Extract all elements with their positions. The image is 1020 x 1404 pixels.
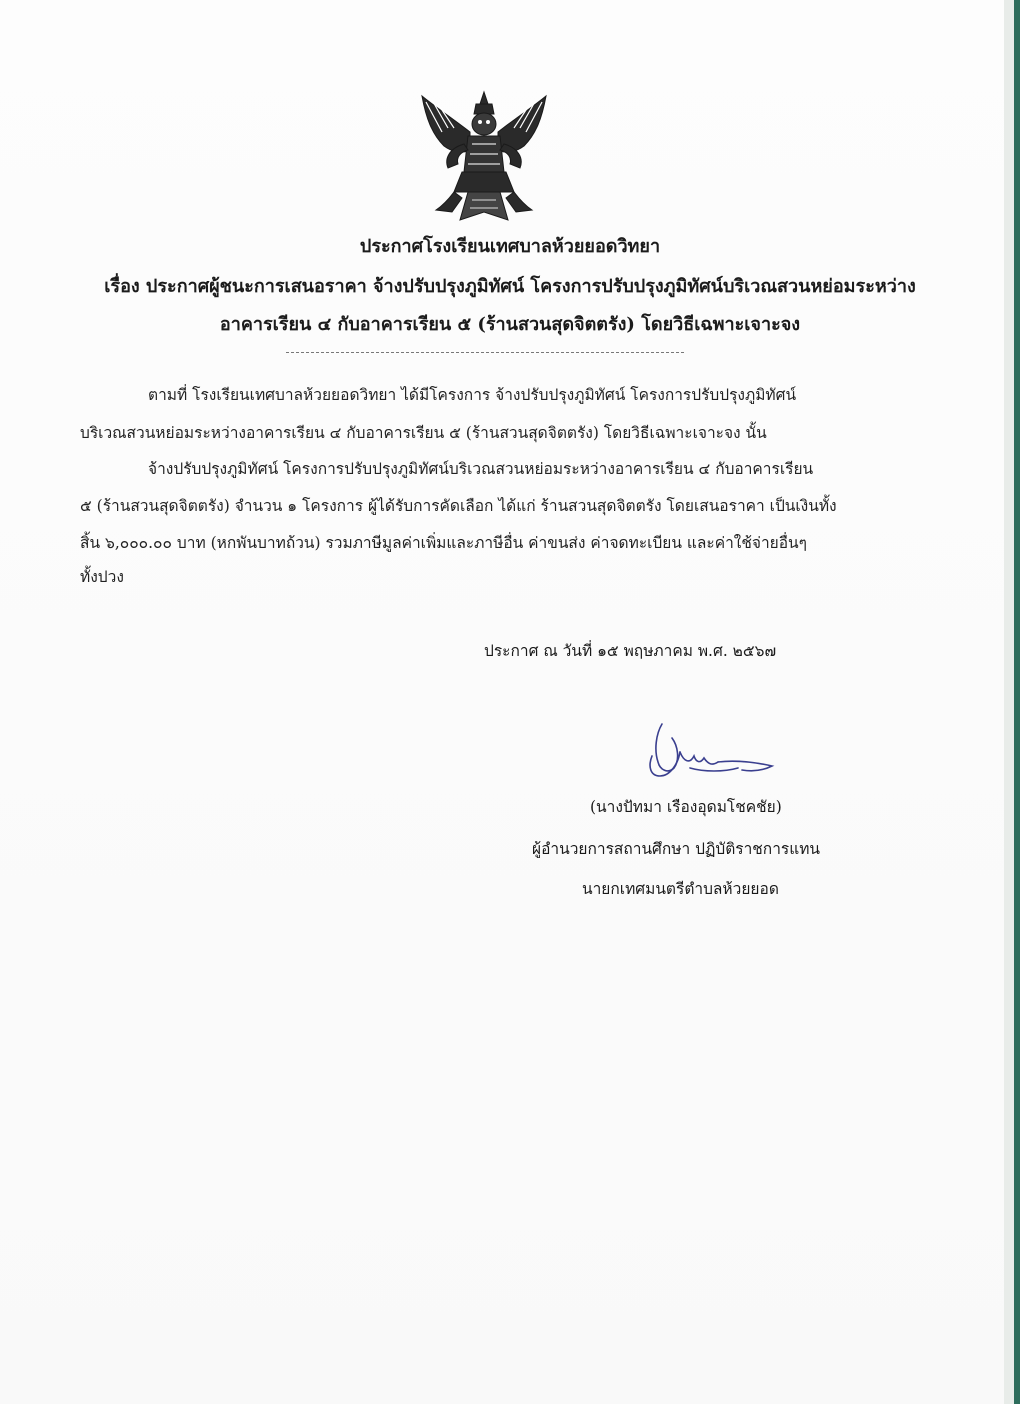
divider-rule <box>286 352 684 353</box>
signatory-name: (นางปัทมา เรืองอุดมโชคชัย) <box>590 798 782 816</box>
announcement-subject-line-2: อาคารเรียน ๔ กับอาคารเรียน ๕ (ร้านสวนสุดจิตตรัง) โดยวิธีเฉพาะเจาะจง <box>219 314 801 335</box>
paragraph-2-line-3: สิ้น ๖,๐๐๐.๐๐ บาท (หกพันบาทถ้วน) รวมภาษีมูลค่าเพิ่มและภาษีอื่น ค่าขนส่ง ค่าจดทะเบียน และค่าใช้จ่ายอื่นๆ <box>80 534 807 552</box>
signatory-on-behalf-of: นายกเทศมนตรีตำบลห้วยยอด <box>582 880 779 898</box>
scan-edge <box>1014 0 1020 1404</box>
announcement-date: ประกาศ ณ วันที่ ๑๕ พฤษภาคม พ.ศ. ๒๕๖๗ <box>484 642 777 660</box>
scan-edge-shadow <box>1004 0 1014 1404</box>
handwritten-signature <box>634 716 784 786</box>
paragraph-2-line-2: ๕ (ร้านสวนสุดจิตตรัง) จำนวน ๑ โครงการ ผู้ได้รับการคัดเลือก ได้แก่ ร้านสวนสุดจิตตรัง โดยเสนอราคา เป็นเงินทั้ง <box>80 497 837 515</box>
paragraph-1-line-1: ตามที่ โรงเรียนเทศบาลห้วยยอดวิทยา ได้มีโครงการ จ้างปรับปรุงภูมิทัศน์ โครงการปรับปรุงภูมิทัศน์ <box>148 386 797 404</box>
announcement-title: ประกาศโรงเรียนเทศบาลห้วยยอดวิทยา <box>359 236 661 257</box>
paragraph-2-line-1: จ้างปรับปรุงภูมิทัศน์ โครงการปรับปรุงภูมิทัศน์บริเวณสวนหย่อมระหว่างอาคารเรียน ๔ กับอาคารเรียน <box>148 460 814 478</box>
announcement-subject-line-1: เรื่อง ประกาศผู้ชนะการเสนอราคา จ้างปรับปรุงภูมิทัศน์ โครงการปรับปรุงภูมิทัศน์บริเวณสวนหย่อมระหว่าง <box>104 276 916 297</box>
garuda-emblem-icon <box>418 88 550 228</box>
paragraph-2-line-4: ทั้งปวง <box>80 568 124 586</box>
paragraph-1-line-2: บริเวณสวนหย่อมระหว่างอาคารเรียน ๔ กับอาคารเรียน ๕ (ร้านสวนสุดจิตตรัง) โดยวิธีเฉพาะเจาะจง นั้น <box>80 424 767 442</box>
signatory-position: ผู้อำนวยการสถานศึกษา ปฏิบัติราชการแทน <box>532 840 821 858</box>
